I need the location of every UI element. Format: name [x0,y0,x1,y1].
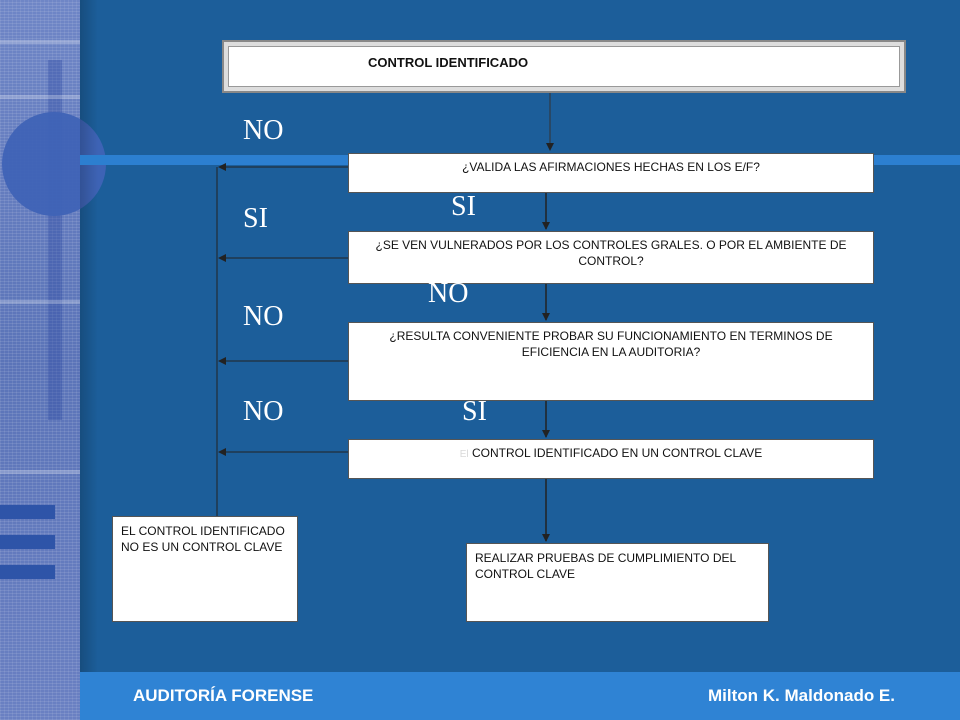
label-no-4: NO [243,396,284,427]
start-label: CONTROL IDENTIFICADO [368,55,529,70]
start-box [222,40,906,93]
question-box-1 [348,153,874,193]
result-not-key-text: EL CONTROL IDENTIFICADO NO ES UN CONTROL CLAVE [121,524,285,554]
footer-course-title: AUDITORÍA FORENSE [133,686,314,705]
label-no-1: NO [243,115,284,146]
label-si-2: SI [243,203,268,234]
result-not-key-box [112,516,298,622]
question-3-text: ¿RESULTA CONVENIENTE PROBAR SU FUNCIONAMIENTO EN TERMINOS DE EFICIENCIA EN LA AUDITORIA? [389,329,833,359]
label-no-3: NO [243,301,284,332]
label-si-3: SI [462,396,487,427]
question-4-prefix: El [459,449,469,460]
question-2-text: ¿SE VEN VULNERADOS POR LOS CONTROLES GRALES. O POR EL AMBIENTE DE CONTROL? [375,238,847,268]
label-no-2: NO [428,278,469,309]
question-box-3 [348,322,874,401]
label-si-1: SI [451,191,476,222]
question-box-2 [348,231,874,284]
question-4-text: CONTROL IDENTIFICADO EN UN CONTROL CLAVE [472,446,763,460]
question-box-4 [348,439,874,479]
result-key-box [466,543,769,622]
footer-author: Milton K. Maldonado E. [708,686,895,705]
question-1-text: ¿VALIDA LAS AFIRMACIONES HECHAS EN LOS E/F? [462,160,760,174]
result-key-text: REALIZAR PRUEBAS DE CUMPLIMIENTO DEL CONTROL CLAVE [475,551,736,581]
